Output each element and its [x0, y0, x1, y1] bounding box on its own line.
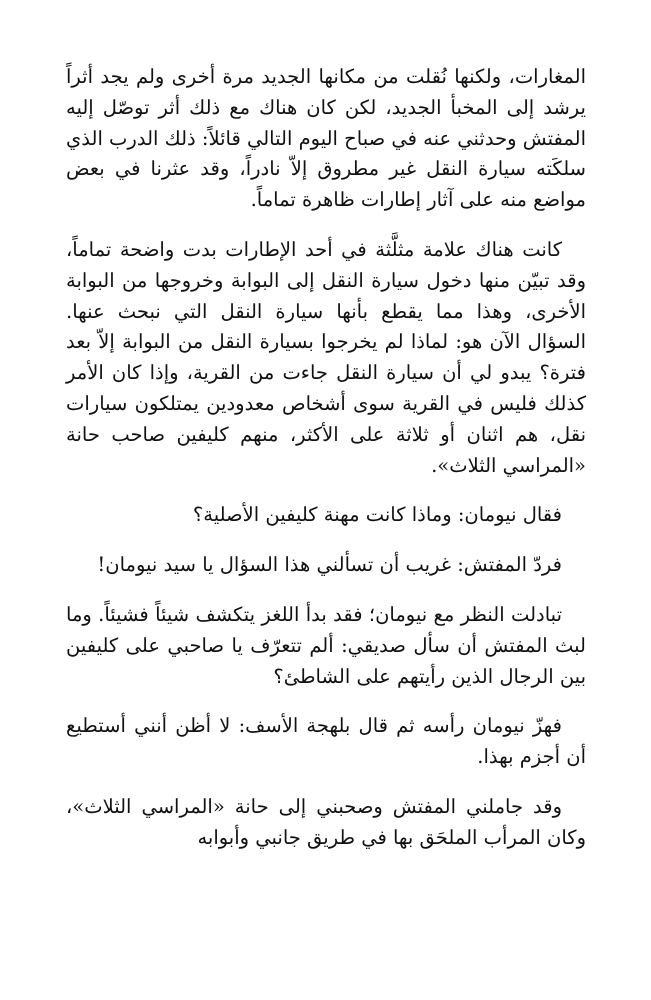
paragraph-4: فردّ المفتش: غريب أن تسألني هذا السؤال يا سيد نيومان!	[97, 553, 562, 577]
paragraph-7: وقد جاملني المفتش وصحبني إلى حانة «المراسي الثلاث»، وكان المرأب الملحَق بها في طريق جانبي وأبوابه	[66, 794, 586, 849]
book-page	[66, 62, 586, 873]
paragraph-6: فهزّ نيومان رأسه ثم قال بلهجة الأسف: لا أظن أنني أستطيع أن أجزم بهذا.	[66, 714, 586, 769]
paragraph-3: فقال نيومان: وماذا كانت مهنة كليفين الأصلية؟	[192, 503, 562, 527]
paragraph-5: تبادلت النظر مع نيومان؛ فقد بدأ اللغز يتكشف شيئاً فشيئاً. وما لبث المفتش أن سأل صديقي: ألم تتعرّف يا صاحبي على كليفين بين الرجال الذين رأيتهم على الشاطئ؟	[66, 602, 586, 688]
paragraph-2: كانت هناك علامة مثلَّثة في أحد الإطارات بدت واضحة تماماً، وقد تبيّن منها دخول سيارة النقل إلى البوابة وخروجها من البوابة الأخرى، وهذا مما يقطع بأنها سيارة النقل التي نبحث عنها. السؤال الآن هو: لماذا لم يخرجوا بسيارة النقل من البوابة إلاّ بعد فترة؟ يبدو لي أن سيارة النقل جاءت من القرية، وإذا كان الأمر كذلك فليس في القرية سوى أشخاص معدودين يمتلكون سيارات نقل، هم اثنان أو ثلاثة على الأكثر، منهم كليفين صاحب حانة «المراسي الثلاث».	[66, 237, 586, 477]
paragraph-1: المغارات، ولكنها نُقلت من مكانها الجديد مرة أخرى ولم يجد أثراً يرشد إلى المخبأ الجديد، لكن كان هناك مع ذلك أثر توصّل إليه المفتش وحدثني عنه في صباح اليوم التالي قائلاً: ذلك الدرب الذي سلكَته سيارة النقل غير مطروق إلاّ نادراً، وقد عثرنا في بعض مواضع منه على آثار إطارات ظاهرة تماماً.	[66, 65, 586, 212]
